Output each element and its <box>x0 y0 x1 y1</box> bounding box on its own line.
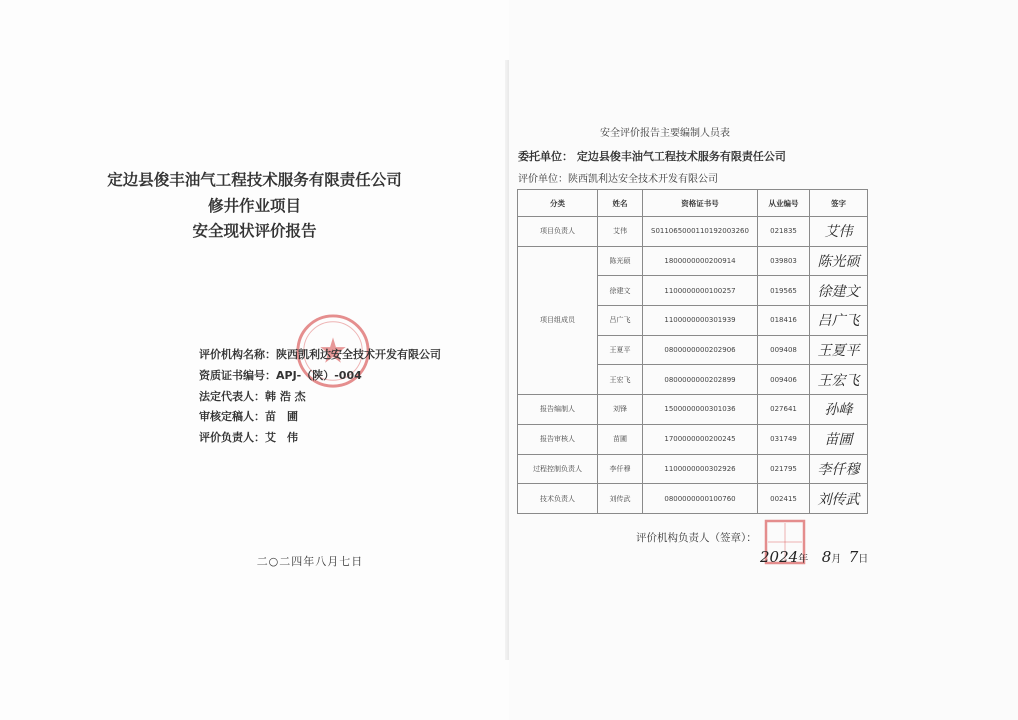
sign-date-month-suffix: 月 <box>831 554 842 565</box>
info-eval-lead <box>199 429 298 445</box>
info-label: 评价负责人： <box>199 431 265 444</box>
cell-category: 项目组成员 <box>518 246 598 394</box>
staff-table-title: 安全评价报告主要编制人员表 <box>600 128 730 139</box>
cell-cert: 0800000000100760 <box>643 484 758 514</box>
report-date: 二○二四年八月七日 <box>256 555 364 568</box>
table-row <box>518 424 868 454</box>
cell-signature: 陈光硕 <box>810 246 868 276</box>
evaluation-unit: 评价单位：陕西凯利达安全技术开发有限公司 <box>518 174 718 185</box>
header-id: 从业编号 <box>758 190 810 217</box>
info-cert <box>199 367 362 383</box>
report-title-type: 安全现状评价报告 <box>192 222 317 240</box>
cell-signature: 王宏飞 <box>810 365 868 395</box>
cell-name: 王宏飞 <box>598 365 643 395</box>
report-title-project: 修井作业项目 <box>207 197 301 215</box>
sign-date-day: 7 <box>848 548 859 566</box>
cell-signature: 孙峰 <box>810 395 868 425</box>
cell-id: 039803 <box>758 246 810 276</box>
head-sign-label: 评价机构负责人（签章）： <box>636 532 757 544</box>
cell-signature: 王夏平 <box>810 335 868 365</box>
sign-date-year: 2024 <box>760 548 799 566</box>
table-row <box>518 484 868 514</box>
staff-table <box>517 189 868 514</box>
sign-date-day-suffix: 日 <box>858 554 869 565</box>
cell-name: 苗圃 <box>598 424 643 454</box>
info-label: 审核定稿人： <box>199 410 265 423</box>
cell-signature: 李仟穆 <box>810 454 868 484</box>
report-title-company: 定边县俊丰油气工程技术服务有限责任公司 <box>107 171 402 189</box>
cell-id: 009408 <box>758 335 810 365</box>
cell-name: 吕广飞 <box>598 306 643 336</box>
cell-id: 031749 <box>758 424 810 454</box>
info-value: 苗 圃 <box>265 410 298 423</box>
cell-id: 002415 <box>758 484 810 514</box>
cell-id: 009406 <box>758 365 810 395</box>
cell-category: 项目负责人 <box>518 217 598 247</box>
info-legal-rep <box>199 388 306 404</box>
cell-cert: 0800000000202899 <box>643 365 758 395</box>
cell-cert: 1100000000302926 <box>643 454 758 484</box>
info-value: APJ-（陕）-004 <box>276 369 362 382</box>
sign-date-month: 8 <box>821 548 832 566</box>
info-value: 陕西凯利达安全技术开发有限公司 <box>276 348 441 361</box>
cell-name: 陈光硕 <box>598 246 643 276</box>
cell-cert: 1800000000200914 <box>643 246 758 276</box>
cell-category: 过程控制负责人 <box>518 454 598 484</box>
cell-cert: 1100000000301939 <box>643 306 758 336</box>
table-row <box>518 246 868 276</box>
cell-cert: 0800000000202906 <box>643 335 758 365</box>
header-signature: 签字 <box>810 190 868 217</box>
cell-name: 艾伟 <box>598 217 643 247</box>
info-value: 艾 伟 <box>265 431 298 444</box>
info-label: 评价机构名称： <box>199 348 276 361</box>
cell-category: 报告编制人 <box>518 395 598 425</box>
header-category: 分类 <box>518 190 598 217</box>
info-reviewer <box>199 408 298 424</box>
cell-name: 李仟穆 <box>598 454 643 484</box>
cell-signature: 苗圃 <box>810 424 868 454</box>
cell-signature: 吕广飞 <box>810 306 868 336</box>
cell-cert: 1700000000200245 <box>643 424 758 454</box>
info-value: 韩 浩 杰 <box>265 390 306 403</box>
cell-name: 刘锋 <box>598 395 643 425</box>
cell-cert: S011065000110192003260 <box>643 217 758 247</box>
cell-name: 刘传武 <box>598 484 643 514</box>
info-label: 法定代表人： <box>199 390 265 403</box>
sign-date <box>760 548 868 566</box>
info-institution <box>199 346 441 362</box>
staff-table-body <box>518 217 868 514</box>
header-name: 姓名 <box>598 190 643 217</box>
cell-id: 018416 <box>758 306 810 336</box>
cell-signature: 刘传武 <box>810 484 868 514</box>
table-row <box>518 454 868 484</box>
cell-name: 徐建文 <box>598 276 643 306</box>
cell-cert: 1100000000100257 <box>643 276 758 306</box>
cell-cert: 1500000000301036 <box>643 395 758 425</box>
table-row <box>518 395 868 425</box>
table-header-row <box>518 190 868 217</box>
table-row <box>518 217 868 247</box>
cell-id: 021795 <box>758 454 810 484</box>
cell-id: 027641 <box>758 395 810 425</box>
cell-id: 019565 <box>758 276 810 306</box>
client-unit: 委托单位： 定边县俊丰油气工程技术服务有限责任公司 <box>518 150 786 163</box>
cell-category: 技术负责人 <box>518 484 598 514</box>
info-label: 资质证书编号： <box>199 369 276 382</box>
header-cert: 资格证书号 <box>643 190 758 217</box>
cell-category: 报告审核人 <box>518 424 598 454</box>
cell-name: 王夏平 <box>598 335 643 365</box>
cell-id: 021835 <box>758 217 810 247</box>
sign-date-year-suffix: 年 <box>798 554 809 565</box>
cell-signature: 徐建文 <box>810 276 868 306</box>
cell-signature: 艾伟 <box>810 217 868 247</box>
